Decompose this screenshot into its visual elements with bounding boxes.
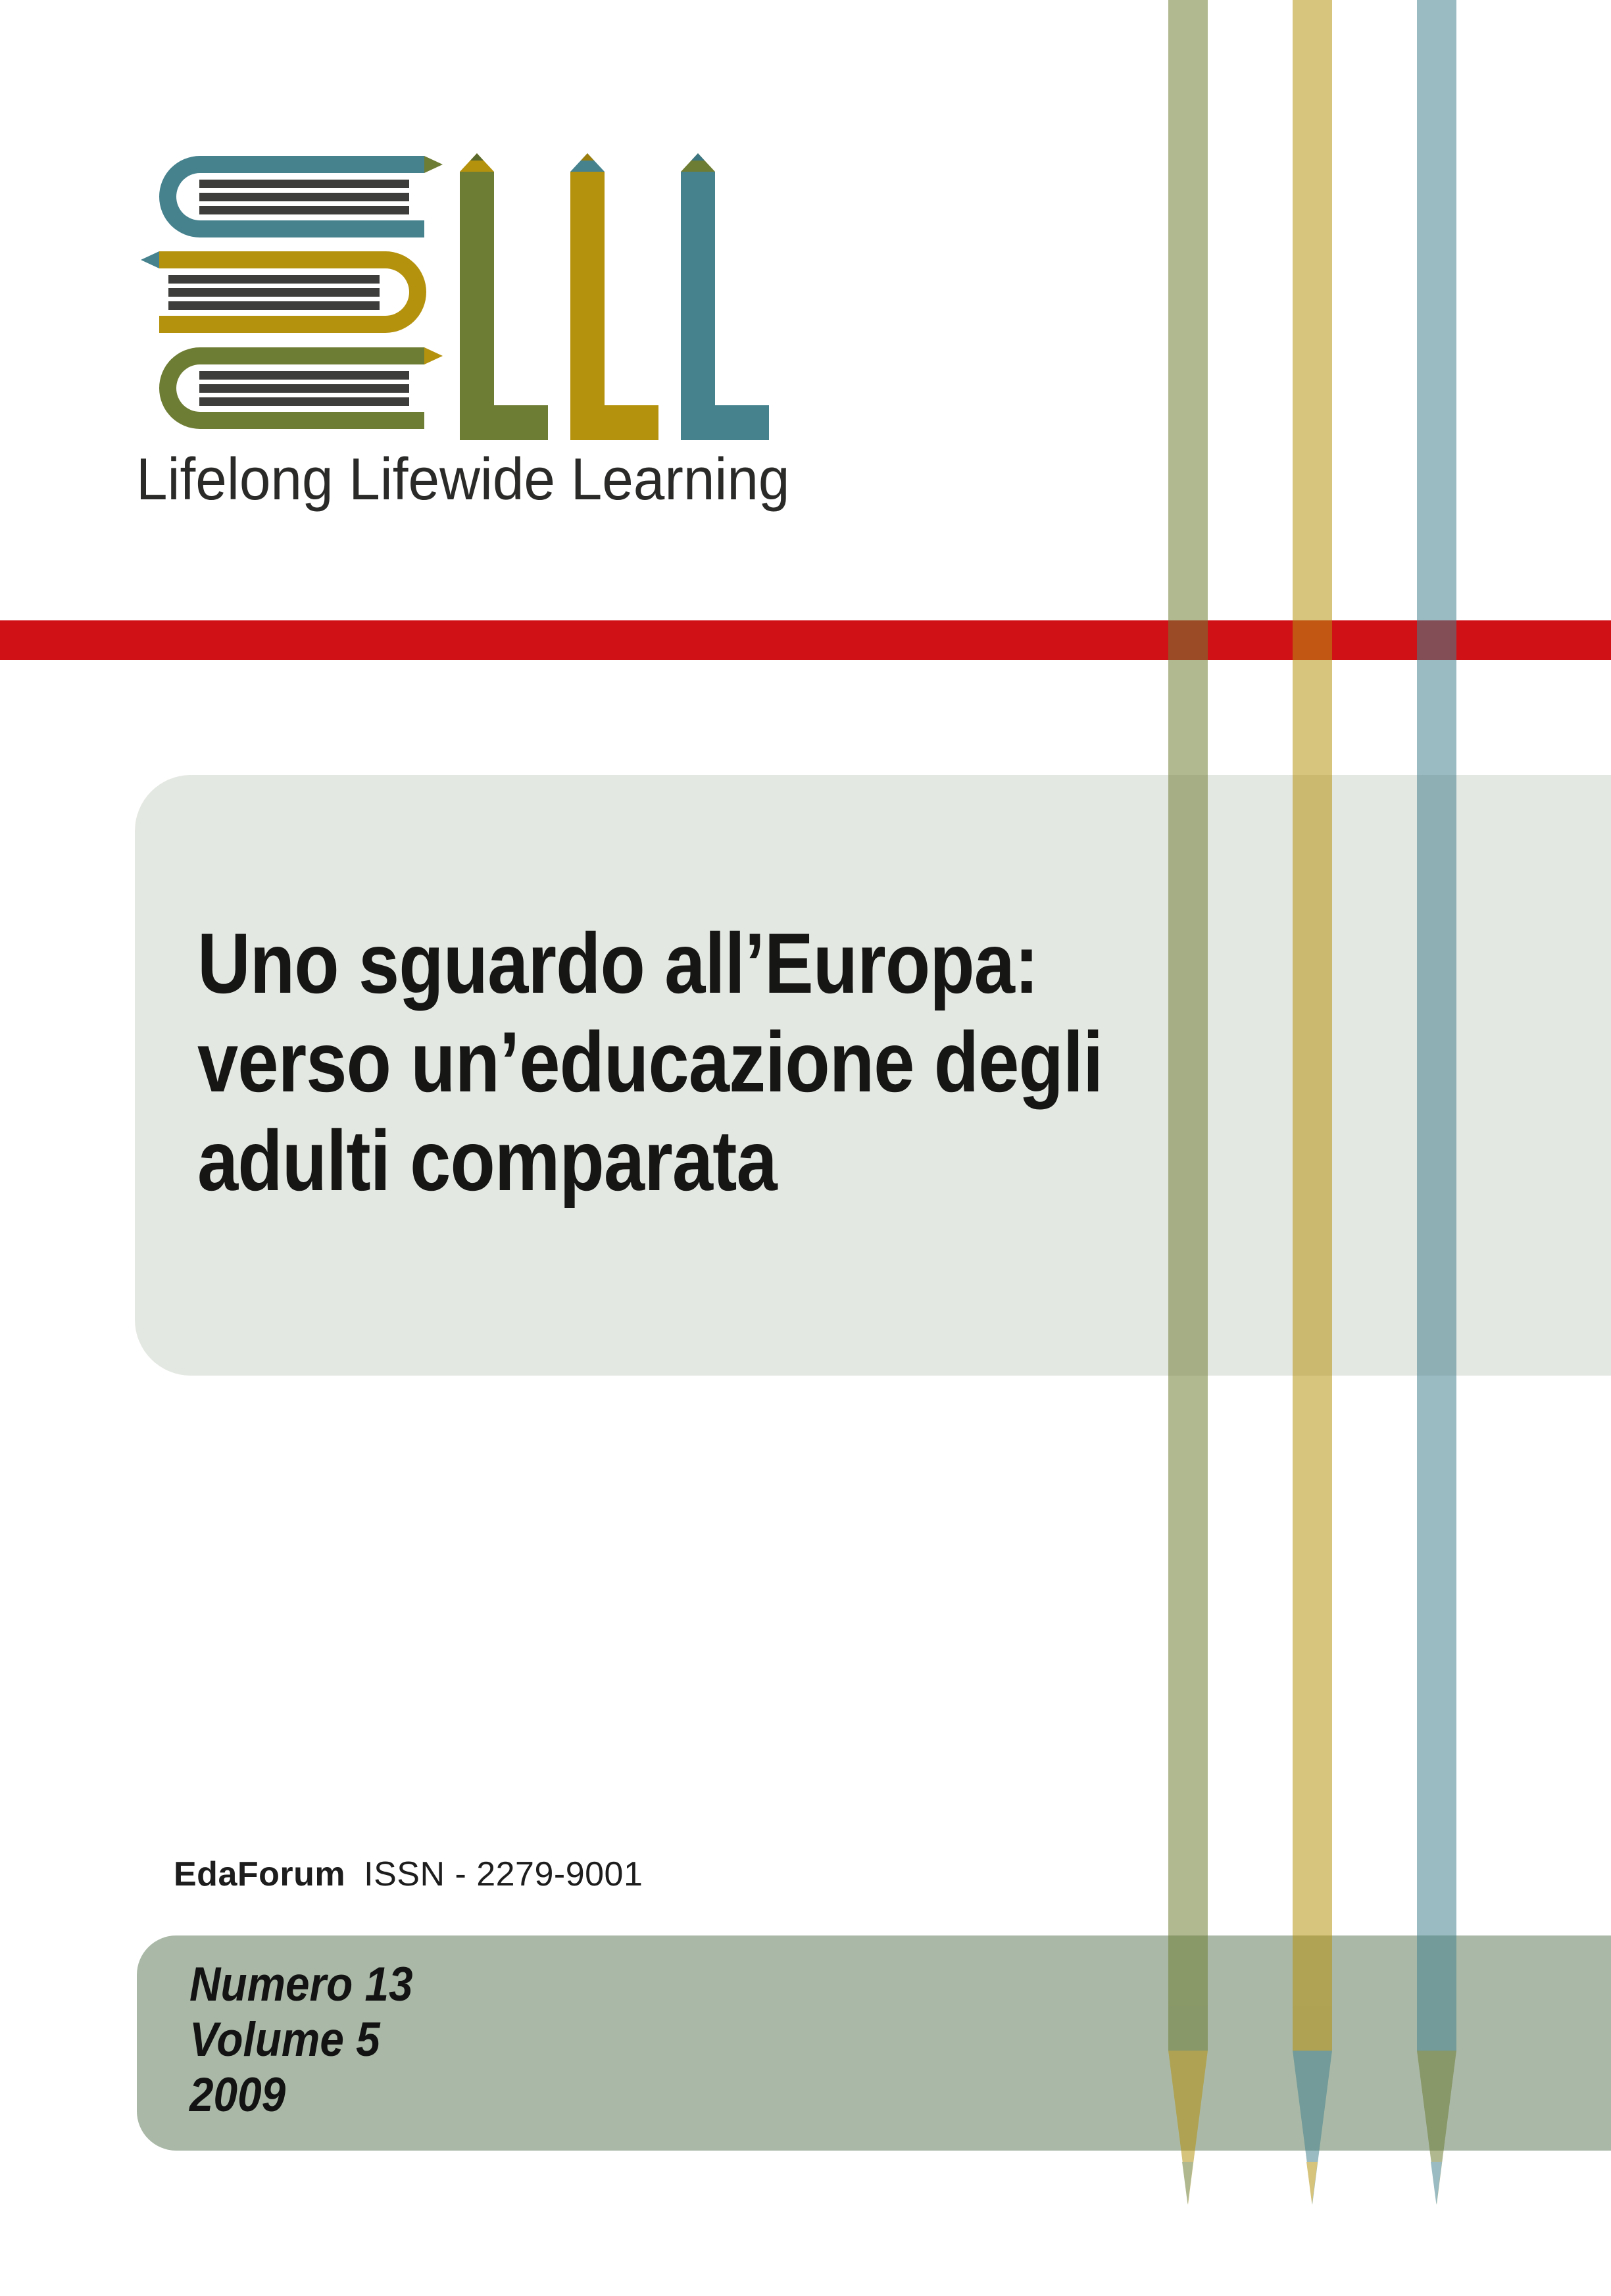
publisher-line (174, 1857, 643, 1891)
vertical-pencil-teal (1417, 0, 1456, 2205)
issue-number: Numero 13 (189, 1958, 413, 2011)
red-divider-band (0, 620, 1611, 660)
logo-wordmark: Lifelong Lifewide Learning (136, 447, 790, 512)
title-line-3: adulti comparata (197, 1112, 777, 1209)
pencil-apex-icon (581, 153, 594, 161)
book-gold (159, 251, 426, 333)
book-pencil-tip-icon (424, 347, 443, 364)
book-page-line (168, 275, 380, 284)
title-panel (135, 775, 1611, 1376)
cover-title (197, 914, 1103, 1210)
title-line-2: verso un’educazione degli (197, 1014, 1103, 1110)
title-line-1: Uno sguardo all’Europa: (197, 915, 1039, 1011)
book-page-line (199, 180, 409, 188)
issue-volume: Volume 5 (189, 2013, 380, 2066)
vertical-pencil-olive (1168, 0, 1208, 2205)
publisher-name: EdaForum (174, 1855, 346, 1893)
book-page-line (168, 288, 380, 297)
book-page-line (199, 371, 409, 380)
book-teal (159, 156, 424, 237)
book-page-line (168, 301, 380, 310)
issue-info (189, 1957, 413, 2123)
pencil-apex-icon (470, 153, 483, 161)
logo-letter-L-teal (681, 153, 791, 440)
vertical-pencil-gold (1293, 0, 1332, 2205)
book-olive (159, 347, 424, 429)
book-pencil-tip-icon (424, 156, 443, 173)
pencil-point-icon (1431, 2162, 1442, 2205)
book-page-line (199, 193, 409, 201)
issue-band (137, 1935, 1611, 2151)
book-pencil-tip-icon (141, 251, 159, 268)
issue-year: 2009 (189, 2068, 286, 2122)
logo-letter-L-olive (460, 153, 570, 440)
book-page-line (199, 397, 409, 406)
book-page-line (199, 206, 409, 214)
book-page-line (199, 384, 409, 393)
issn-number: ISSN - 2279-9001 (364, 1855, 643, 1893)
pencil-point-icon (1306, 2162, 1318, 2205)
pencil-apex-icon (691, 153, 705, 161)
logo-letter-L-gold (570, 153, 681, 440)
pencil-point-icon (1182, 2162, 1193, 2205)
